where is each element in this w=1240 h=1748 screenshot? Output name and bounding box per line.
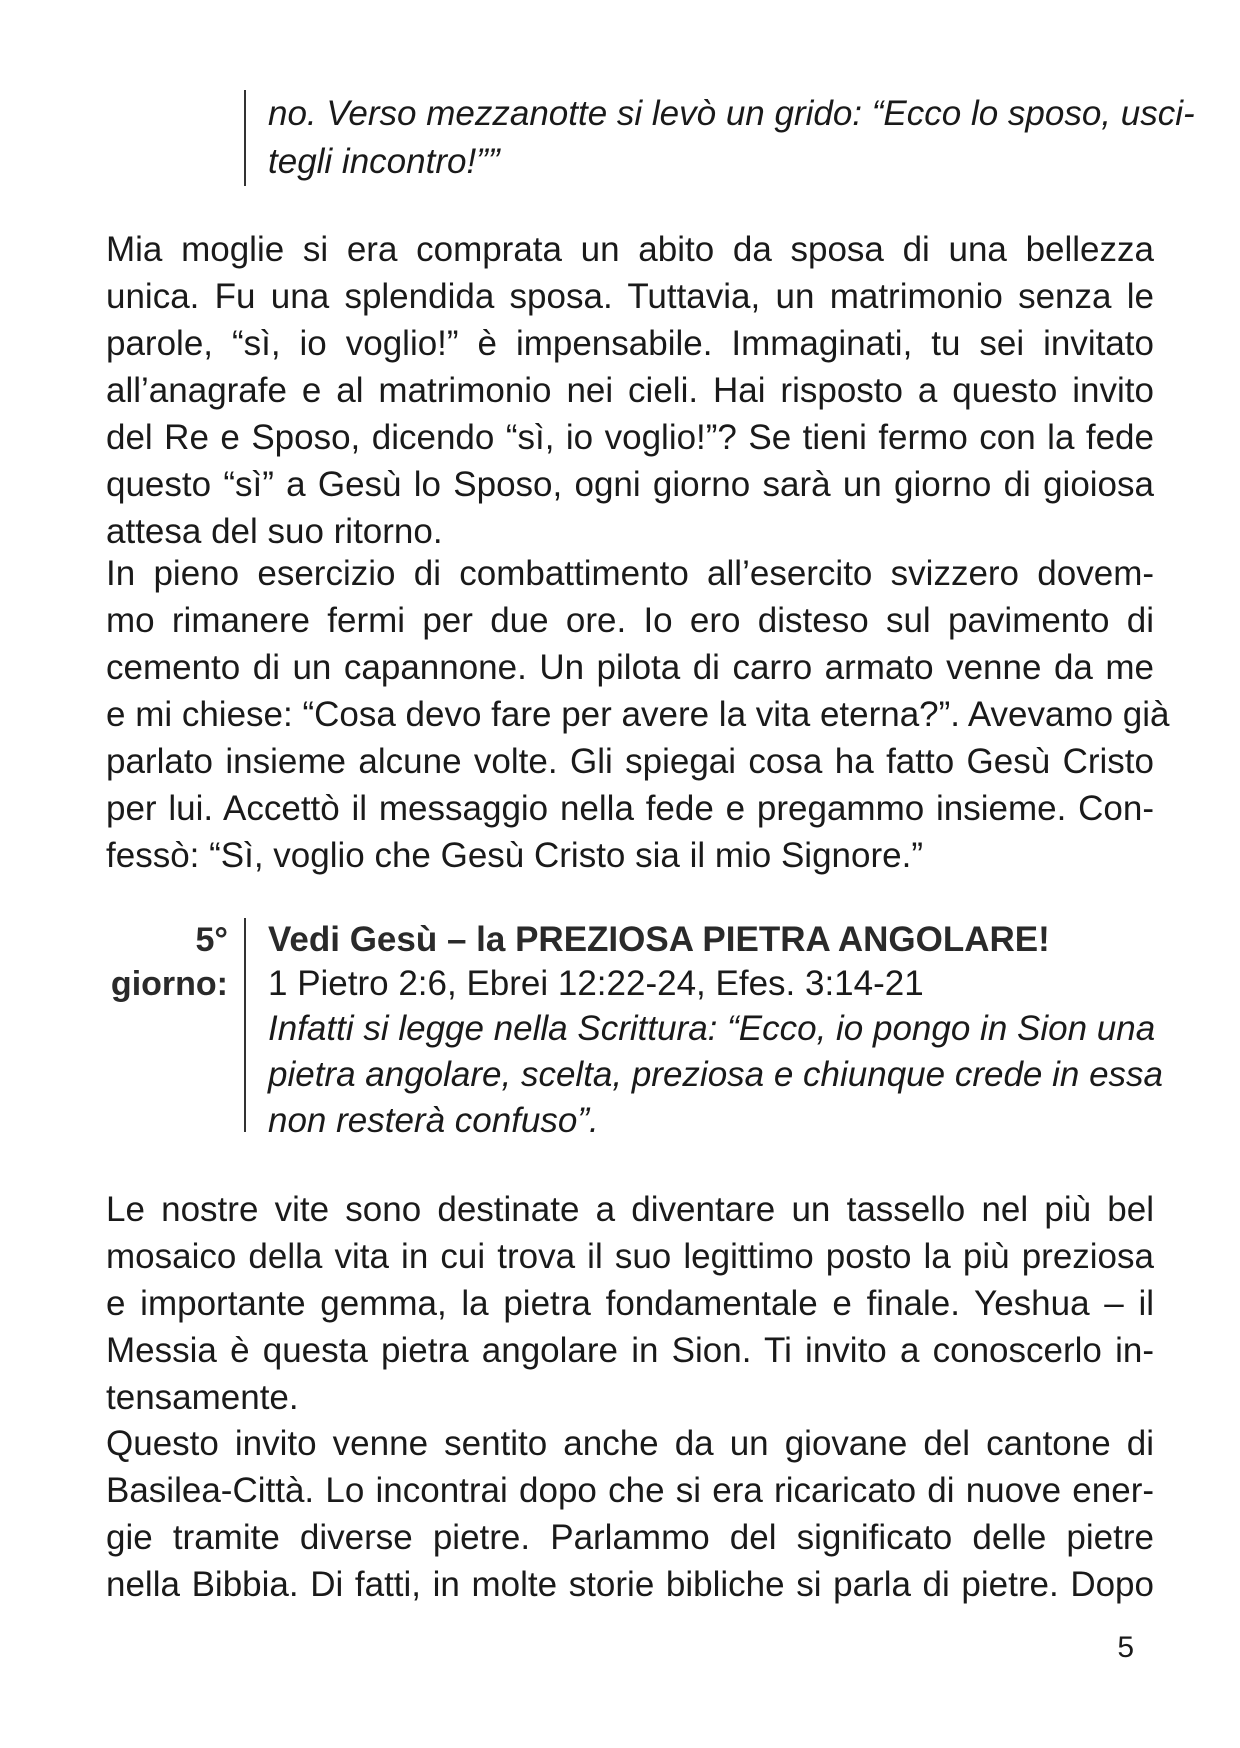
text-line: cemento di un capannone. Un pilota di carro armato venne da me	[106, 648, 1154, 687]
text-line: In pieno esercizio di combattimento all’esercito svizzero dovem-	[106, 554, 1154, 593]
text-line: Questo invito venne sentito anche da un giovane del cantone di	[106, 1424, 1154, 1463]
text-line: per lui. Accettò il messaggio nella fede e pregammo insieme. Con-	[106, 789, 1154, 828]
text-line: e mi chiese: “Cosa devo fare per avere la vita eterna?”. Avevamo già	[106, 695, 1170, 734]
day-word: giorno:	[110, 965, 228, 1003]
text-line: unica. Fu una splendida sposa. Tuttavia, un matrimonio senza le	[106, 277, 1154, 316]
quote-line: no. Verso mezzanotte si levò un grido: “Ecco lo sposo, usci-	[268, 94, 1195, 133]
text-line: gie tramite diverse pietre. Parlammo del significato delle pietre	[106, 1518, 1154, 1557]
text-line: mo rimanere fermi per due ore. Io ero disteso sul pavimento di	[106, 601, 1154, 640]
text-line: Le nostre vite sono destinate a diventare un tassello nel più bel	[106, 1190, 1154, 1229]
text-line: Mia moglie si era comprata un abito da sposa di una bellezza	[106, 230, 1154, 269]
text-line: e importante gemma, la pietra fondamentale e finale. Yeshua – il	[106, 1284, 1154, 1323]
text-line: Basilea-Città. Lo incontrai dopo che si era ricaricato di nuove ener-	[106, 1471, 1154, 1510]
scripture-references: 1 Pietro 2:6, Ebrei 12:22-24, Efes. 3:14-21	[268, 964, 924, 1003]
day-number: 5°	[195, 921, 228, 959]
day-label	[106, 918, 228, 1006]
day-title: Vedi Gesù – la PREZIOSA PIETRA ANGOLARE!	[268, 920, 1050, 959]
text-line: attesa del suo ritorno.	[106, 512, 443, 551]
text-line: Messia è questa pietra angolare in Sion. Ti invito a conoscerlo in-	[106, 1331, 1154, 1370]
text-line: fessò: “Sì, voglio che Gesù Cristo sia il mio Signore.”	[106, 836, 923, 875]
text-line: parlato insieme alcune volte. Gli spiegai cosa ha fatto Gesù Cristo	[106, 742, 1154, 781]
paragraph-basel	[106, 1420, 1154, 1608]
text-line: mosaico della vita in cui trova il suo legittimo posto la più preziosa	[106, 1237, 1154, 1276]
text-line: questo “sì” a Gesù lo Sposo, ogni giorno sarà un giorno di gioiosa	[106, 465, 1154, 504]
text-line: tensamente.	[106, 1378, 299, 1417]
scripture-quote-line: pietra angolare, scelta, preziosa e chiunque crede in essa	[268, 1055, 1163, 1094]
paragraph-army	[106, 550, 1170, 879]
paragraph-wedding	[106, 226, 1154, 555]
text-line: del Re e Sposo, dicendo “sì, io voglio!”? Se tieni fermo con la fede	[106, 418, 1154, 457]
text-line: parole, “sì, io voglio!” è impensabile. Immaginati, tu sei invitato	[106, 324, 1154, 363]
scripture-quote-line: Infatti si legge nella Scrittura: “Ecco, io pongo in Sion una	[268, 1009, 1156, 1048]
scripture-quote-continued	[244, 90, 1195, 186]
paragraph-mosaic	[106, 1186, 1154, 1421]
day-5-section	[106, 918, 1163, 1140]
scripture-quote-line: non resterà confuso”.	[268, 1101, 599, 1140]
day-content	[244, 918, 1168, 1140]
text-line: nella Bibbia. Di fatti, in molte storie bibliche si parla di pietre. Dopo	[106, 1565, 1154, 1604]
page-number: 5	[1117, 1631, 1134, 1664]
text-line: all’anagrafe e al matrimonio nei cieli. Hai risposto a questo invito	[106, 371, 1154, 410]
quote-line: tegli incontro!””	[268, 142, 500, 181]
